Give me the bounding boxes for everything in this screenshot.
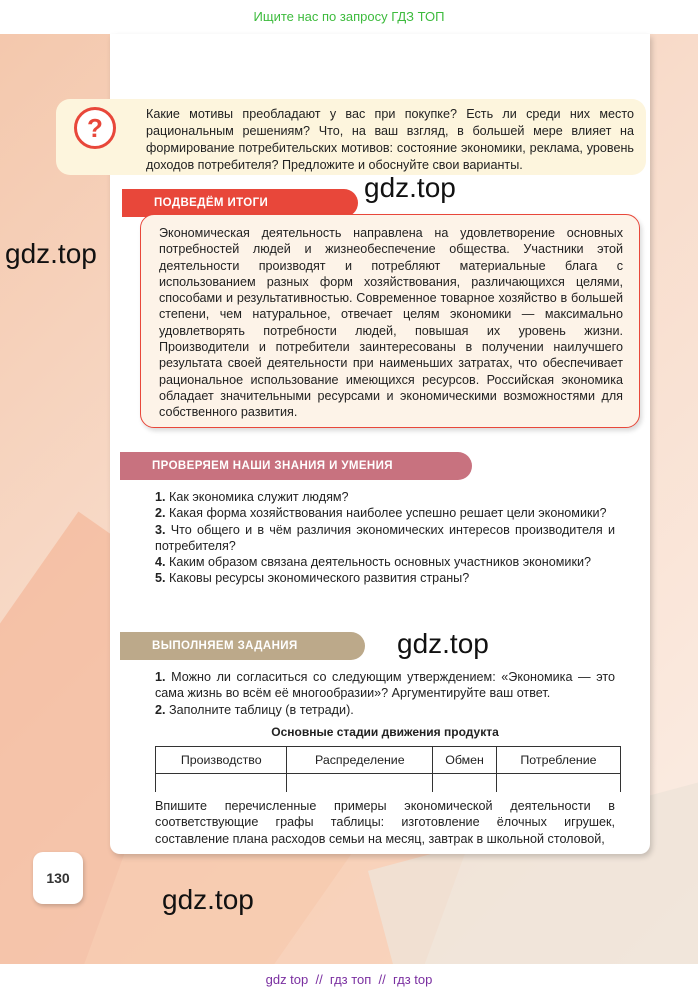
table-header-cell: Обмен: [433, 747, 497, 774]
tasks-heading: ВЫПОЛНЯЕМ ЗАДАНИЯ: [120, 632, 365, 660]
list-item: 3. Что общего и в чём различия экономических интересов производителя и потребителя?: [155, 522, 616, 553]
table-header-cell: Производство: [156, 747, 287, 774]
watermark: gdz.top: [364, 172, 456, 203]
list-item: 2. Заполните таблицу (в тетради).: [155, 702, 354, 717]
question-text: Какие мотивы преобладают у вас при покупке? Есть ли среди них место рациональным решениям? Что, на ваш взгляд, в большей мере влияет на формирование потребительских мотивов: состояние экономики, реклама, уровень доходов потребителя? Предложите и обоснуйте свои варианты.: [146, 107, 634, 172]
check-heading: ПРОВЕРЯЕМ НАШИ ЗНАНИЯ И УМЕНИЯ: [120, 452, 472, 480]
footer-links: gdz top // гдз топ // гдз top: [0, 964, 698, 997]
table-cell: [156, 774, 287, 792]
list-item: 5. Каковы ресурсы экономического развития страны?: [155, 571, 470, 586]
question-box: [56, 99, 646, 175]
summary-text: Экономическая деятельность направлена на удовлетворение основных потребностей людей и жизнеобеспечение общества. Участники этой деятельности производят и потребляют материальные блага с использованием разных форм хозяйствования, различающихся целями, способами и результативностью. Современное товарное хозяйство в большей степени, чем натуральное, отвечает целям экономики — максимально удовлетворять потребности людей, повышая их уровень жизни. Производители и потребители заинтересованы в получении наилучшего результата своей деятельности при наименьших затратах, что обеспечивает рациональное использование имеющихся ресурсов. Российская экономика обладает значительными ресурсами и экономическими возможностями для собственного развития.: [159, 226, 623, 420]
table-header-cell: Распределение: [287, 747, 433, 774]
list-item: 4. Каким образом связана деятельность основных участников экономики?: [155, 555, 592, 570]
check-question-list: [155, 489, 615, 587]
watermark: gdz.top: [5, 238, 97, 269]
table-title: Основные стадии движения продукта: [271, 725, 499, 739]
summary-box: [140, 214, 640, 428]
table-cell: [496, 774, 620, 792]
list-item: 1. Как экономика служит людям?: [155, 490, 349, 504]
summary-heading: ПОДВЕДЁМ ИТОГИ: [122, 189, 358, 217]
task-list: [155, 669, 615, 718]
question-mark-icon: ?: [74, 107, 116, 149]
table-cell: [287, 774, 433, 792]
stages-table: [155, 746, 621, 792]
watermark: gdz.top: [162, 884, 254, 915]
list-item: 1. Можно ли согласиться со следующим утверждением: «Экономика — это сама жизнь во всём её многообразии»? Аргументируйте ваш ответ.: [155, 670, 615, 701]
watermark: gdz.top: [397, 628, 489, 659]
page-number: 130: [33, 852, 83, 904]
table-header-cell: Потребление: [496, 747, 620, 774]
top-banner: Ищите нас по запросу ГДЗ ТОП: [0, 0, 698, 34]
task-instruction-text: Впишите перечисленные примеры экономической деятельности в соответствующие графы таблицы: изготовление ёлочных игрушек, составление плана расходов семьи на месяц, завтрак в школьной столовой,: [155, 799, 615, 846]
table-cell: [433, 774, 497, 792]
list-item: 2. Какая форма хозяйствования наиболее успешно решает цели экономики?: [155, 506, 607, 521]
